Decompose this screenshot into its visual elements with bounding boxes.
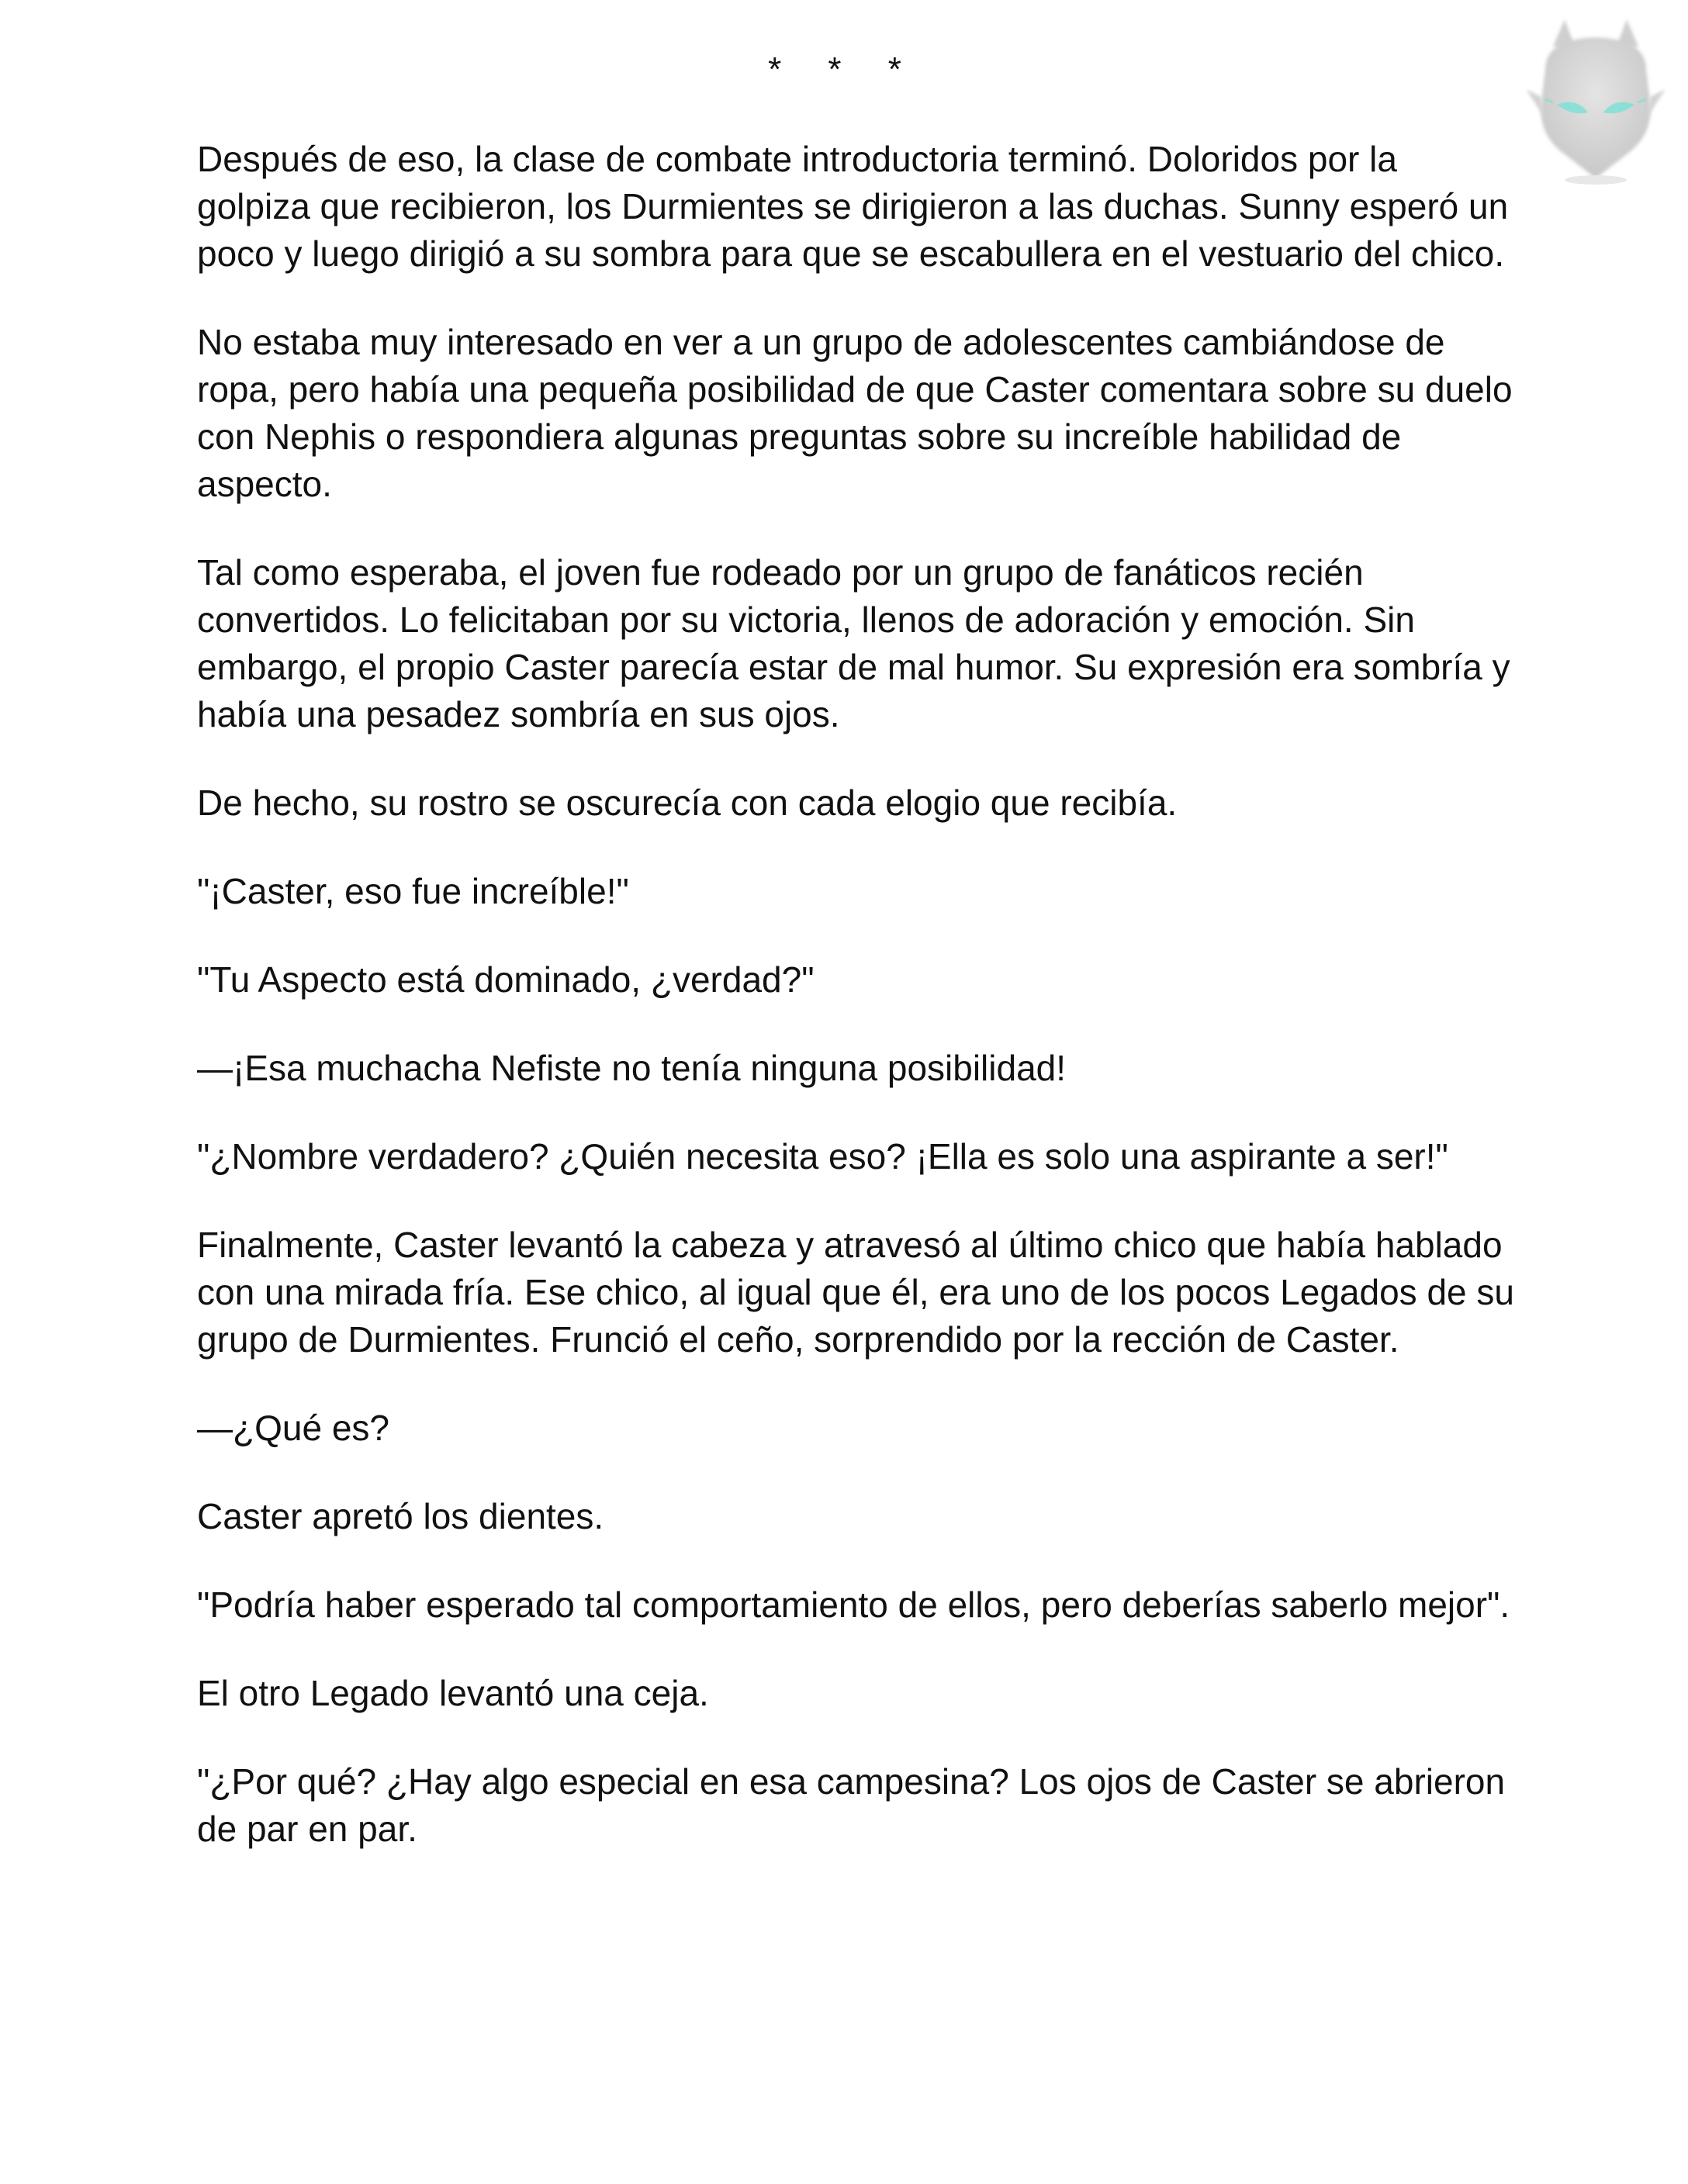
paragraph-6: "Tu Aspecto está dominado, ¿verdad?" — [197, 959, 815, 1000]
paragraph-2: No estaba muy interesado en ver a un grupo de adolescentes cambiándose de ropa, pero había una pequeña posibilidad de que Caster comentara sobre su duelo con Nephis o respondiera algunas preguntas sobre su increíble habilidad de aspecto. — [197, 322, 1513, 504]
paragraph-9: Finalmente, Caster levantó la cabeza y atravesó al último chico que había hablado con una mirada fría. Ese chico, al igual que él, era uno de los pocos Legados de su grupo de Durmientes. Frunció el ceño, sorprendido por la rección de Caster. — [197, 1225, 1514, 1360]
section-separator: * * * — [768, 50, 920, 88]
paragraph-5: "¡Caster, eso fue increíble!" — [197, 871, 629, 911]
demon-head-logo-icon — [1522, 16, 1669, 186]
paragraph-4: De hecho, su rostro se oscurecía con cada elogio que recibía. — [197, 783, 1178, 823]
paragraph-7: —¡Esa muchacha Nefiste no tenía ninguna posibilidad! — [197, 1048, 1067, 1088]
paragraph-13: El otro Legado levantó una ceja. — [197, 1673, 709, 1713]
paragraph-1: Después de eso, la clase de combate introductoria terminó. Doloridos por la golpiza que recibieron, los Durmientes se dirigieron a las duchas. Sunny esperó un poco y luego dirigió a su sombra para que se escabullera en el vestuario del chico. — [197, 139, 1509, 274]
paragraph-14: "¿Por qué? ¿Hay algo especial en esa campesina? Los ojos de Caster se abrieron de par en par. — [197, 1761, 1506, 1849]
body-text — [197, 136, 1516, 1894]
paragraph-10: —¿Qué es? — [197, 1408, 389, 1448]
paragraph-11: Caster apretó los dientes. — [197, 1496, 604, 1536]
paragraph-3: Tal como esperaba, el joven fue rodeado por un grupo de fanáticos recién convertidos. Lo felicitaban por su victoria, llenos de adoración y emoción. Sin embargo, el propio Caster parecía estar de mal humor. Su expresión era sombría y había una pesadez sombría en sus ojos. — [197, 552, 1510, 734]
paragraph-12: "Podría haber esperado tal comportamiento de ellos, pero deberías saberlo mejor". — [197, 1584, 1510, 1625]
paragraph-8: "¿Nombre verdadero? ¿Quién necesita eso? ¡Ella es solo una aspirante a ser!" — [197, 1136, 1448, 1177]
